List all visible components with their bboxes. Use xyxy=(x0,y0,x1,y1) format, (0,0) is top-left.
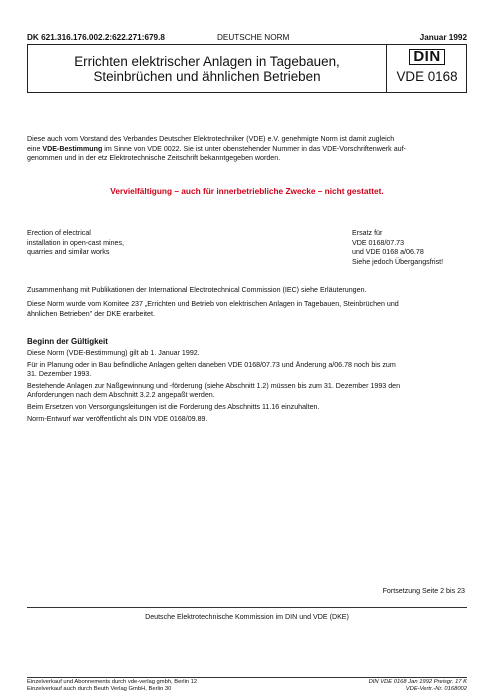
commission-rule xyxy=(27,607,467,608)
commission-line: Deutsche Elektrotechnische Kommission im DIN und VDE (DKE) xyxy=(145,613,349,621)
committee-note: Diese Norm wurde vom Komitee 237 „Errichten und Betrieb von elektrischen Anlagen in Tagebauen, Steinbrüchen und ähnlichen Betrieben" der DKE erarbeitet. xyxy=(27,300,399,318)
footer-right: DIN VDE 0168 Jan 1992 Preisgr. 17 K VDE-Vertr.-Nr. 0168002 xyxy=(368,679,467,692)
validity-heading: Beginn der Gültigkeit xyxy=(27,337,108,346)
document-title xyxy=(28,54,386,84)
norm-type: DEUTSCHE NORM xyxy=(217,33,290,42)
validity-section: Diese Norm (VDE-Bestimmung) gilt ab 1. Januar 1992. Für in Planung oder in Bau befindliche Anlagen gelten daneben VDE 0168/07.73 und Änderung a/06.78 noch bis zum 31. Dezember 1993. Bestehende Anlagen zur Naßgewinnung und -förderung (siehe Abschnitt 1.2) müssen bis zum 31. Dezember 1993 den Anforderungen nach dem Abschnitt 3.2.2 angepaßt werden. Beim Ersetzen von Versorgungsleitungen ist die Forderung des Abschnitts 11.16 einzuhalten. Norm-Entwurf war veröffentlicht als DIN VDE 0168/09.89. xyxy=(27,349,401,423)
iec-note: Zusammenhang mit Publikationen der International Electrotechnical Commission (IEC) siehe Erläuterungen. xyxy=(27,286,367,294)
continuation-note: Fortsetzung Seite 2 bis 23 xyxy=(382,587,465,595)
intro-paragraph: Diese auch vom Vorstand des Verbandes Deutscher Elektrotechniker (VDE) e.V. genehmigte Norm ist damit zugleich eine VDE-Bestimmung im Sinne von VDE 0022. Sie ist unter obenstehender Nummer in das VDE-Vorschriftenwerk auf- genommen und in der etz Elektrotechnische Zeitschrift bekanntgegeben worden. xyxy=(27,135,406,163)
footer-rule xyxy=(27,677,467,678)
issue-date: Januar 1992 xyxy=(419,33,467,42)
footer-left: Einzelverkauf und Abonnements durch vde-verlag gmbh, Berlin 12 Einzelverkauf auch durch Beuth Verlag GmbH, Berlin 30 xyxy=(27,679,198,692)
din-logo: DIN xyxy=(386,48,468,65)
vde-number: VDE 0168 xyxy=(396,69,458,84)
copy-warning: Vervielfältigung – auch für innerbetriebliche Zwecke – nicht gestattet. xyxy=(110,186,384,196)
title-line-2: Steinbrüchen und ähnlichen Betrieben xyxy=(93,69,321,84)
english-title: Erection of electrical installation in open-cast mines, quarries and similar works xyxy=(27,229,124,257)
title-line-1: Errichten elektrischer Anlagen in Tagebauen, xyxy=(74,54,340,69)
replacement-info: Ersatz für VDE 0168/07.73 und VDE 0168 a/06.78 Siehe jedoch Übergangsfrist! xyxy=(352,229,444,266)
title-box xyxy=(27,44,467,93)
document-number: DK 621.316.176.002.2:622.271:679.8 xyxy=(27,33,165,42)
